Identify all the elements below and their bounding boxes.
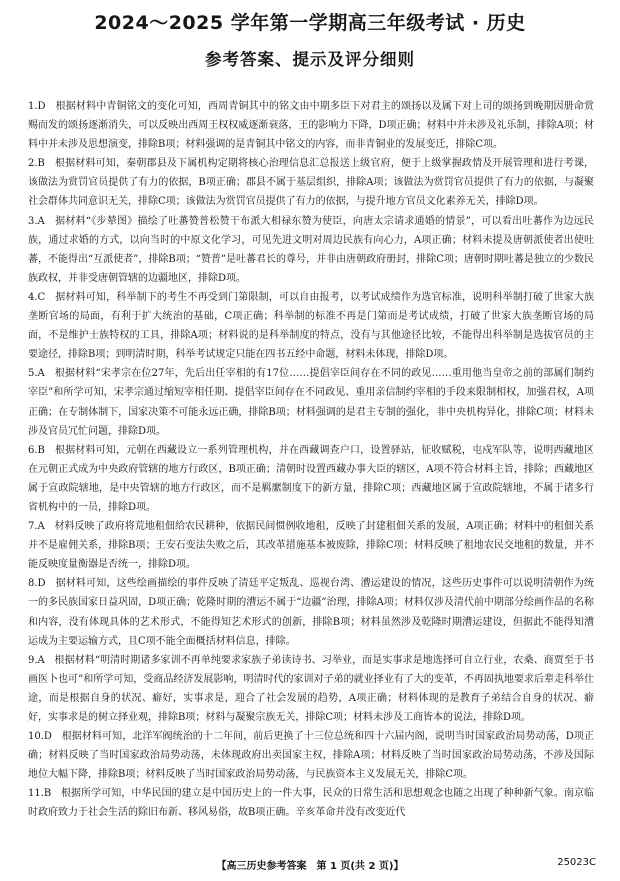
answer-text: 根据材料中青铜铭文的变化可知，西周青铜其中的铭文由中期多臣下对君主的颂扬以及属下对上司的颂扬到晚期因册命赏赐而发的颂扬逐渐消失，可以反映出西周王权权威逐渐衰落，王的影响力下降，D项正确；材料中并未涉及礼乐制，排除A项；材料中并未涉及思想演变，排除B项；材料强调的是青铜其中铭文的内容，而非青铜业的发展变迁，排除C项。 [28, 101, 594, 151]
answer-text: 材料反映了政府将荒地租佃给农民耕种，依据民间惯例收地租，反映了封建租佃关系的发展，A项正确；材料中的租佃关系并不是雇佣关系，排除B项；王安石变法失败之后，其改革措施基本被废除，排除C项；材料反映了租地农民交地租的数量，并不能反映度量衡器是否统一，排除D项。 [28, 521, 594, 571]
answer-number: 3.A [28, 215, 45, 227]
answer-number: 8.D [28, 578, 46, 590]
page-footer [0, 857, 620, 873]
answer-item [28, 212, 594, 288]
answer-item [28, 651, 594, 727]
answer-item [28, 364, 594, 440]
answer-number: 10.D [28, 731, 52, 743]
answer-item [28, 288, 594, 364]
answer-text: 据材料可知，科举制下的考生不再受到门第限制，可以自由报考，以考试成绩作为选官标准，说明科举制打破了世家大族垄断官场的局面，有利于扩大统治的基础，C项正确；科举制的标准不再是门第而是考试成绩，打破了世家大族垄断官场的局面，不是维护士族特权的工具，排除A项；材料说的是科举制度的特点，没有与其他途径比较，不能得出科举制是选拔官员的主要途径，排除B项；到明清时期，科举考试规定只能在四书五经中命题，材料未体现，排除D项。 [28, 291, 594, 361]
page-title: 2024～2025 学年第一学期高三年级考试 · 历史 [94, 12, 526, 34]
answer-text: 据材料“《步辇图》描绘了吐蕃赞普松赞干布派大相禄东赞为使臣，向唐太宗请求通婚的情景”，可以看出吐蕃作为边远民族，通过求婚的方式，以向当时的中原文化学习，可见先进文明对周边民族有向心力，A项正确；材料未提及唐朝派使者出使吐蕃，不能得出“互派使者”，排除B项；“赞普”是吐蕃君长的尊号，并非由唐朝政府册封，排除C项；唐朝时期吐蕃是独立的少数民族政权，并非受唐朝管辖的边疆地区，排除D项。 [28, 215, 594, 284]
answer-number: 7.A [28, 521, 45, 533]
answer-text: 根据材料“明清时期诸多家训不再单纯要求家族子弟读诗书、习举业，而是实事求是地选择可自立行业，农桑、商贾至于书画医卜也可”和所学可知，受商品经济发展影响，明清时代的家训对子弟的就业择业有了大的变革，不再固执地要求后辈走科举仕途，而是根据自身的状况、癖好，实事求是，迎合了社会发展的趋势，A项正确；材料体现的是教育子弟结合自身的状况、癖好，实事求是的树立择业观，排除B项；材料与凝聚宗族无关，排除C项；材料未涉及工商皆本的说法，排除D项。 [28, 654, 594, 723]
answer-item [28, 517, 594, 574]
footer-page-label: 【高三历史参考答案 第 1 页(共 2 页)】 [216, 861, 404, 872]
answer-item [28, 784, 594, 822]
answer-number: 5.A [28, 368, 45, 380]
answer-text: 根据材料可知，北洋军阀统治的十二年间，前后更换了十三位总统和四十六届内阁，说明当时国家政治局势动荡，D项正确；材料反映了当时国家政治局势动荡，未体现政府出卖国家主权，排除A项；材料反映了当时国家政治局势动荡，不涉及国际地位大幅下降，排除B项；材料反映了当时国家政治局势动荡，与民族资本主义发展无关，排除C项。 [28, 731, 594, 781]
answer-item [28, 97, 594, 154]
answer-number: 2.B [28, 158, 45, 170]
answer-number: 1.D [28, 101, 46, 112]
answer-number: 11.B [28, 788, 52, 800]
answer-text: 根据材料可知，秦朝郡县及下属机构定期将核心治理信息汇总报送上级官府，便于上级掌握政情及开展管理和进行考课，该做法为赏罚官员提供了有力的依据，B项正确；郡县不属于基层组织，排除A项；该做法为赏罚官员提供了有力的依据，与凝聚社会群体共同意识无关，排除C项；该做法为赏罚官员提供了有力的依据，与提升地方官员文化素养无关，排除D项。 [28, 158, 594, 208]
answer-text: 根据所学可知，中华民国的建立是中国历史上的一件大事，民众的日常生活和思想观念也随之出现了种种新气象。南京临时政府致力于社会生活的除旧布新、移风易俗，故B项正确。辛亥革命并没有改变近代 [28, 788, 594, 819]
answer-item [28, 727, 594, 784]
answer-text: 根据材料“宋孝宗在位27年，先后出任宰相的有17位……提倡宰臣间存在不同的政见……重用他当皇帝之前的部属们制约宰臣”和所学可知，宋孝宗通过缩短宰相任期、提倡宰臣间存在不同政见、重用亲信制约宰相的手段来限制相权，加强君权，A项正确；在专制体制下，国家决策不可能永远正确，排除B项；材料强调的是君主专制的强化，非中央机构异化，排除C项；材料未涉及官员冗忙问题，排除D项。 [28, 368, 594, 437]
answer-number: 6.B [28, 444, 45, 456]
footer-code: 25023C [557, 857, 596, 868]
answer-number: 4.C [28, 291, 46, 303]
answer-list [28, 97, 594, 823]
answer-item [28, 154, 594, 211]
page-subtitle: 参考答案、提示及评分细则 [205, 50, 415, 69]
answer-item [28, 441, 594, 517]
answer-text: 据材料可知，这些绘画描绘的事件反映了清廷平定叛乱、巡视台湾、漕运建设的情况，这些历史事件可以说明清朝作为统一的多民族国家日益巩固，D项正确；乾隆时期的漕运不属于“边疆”治理，排除A项；材料仅涉及清代前中期部分绘画作品的名称和内容，没有体现具体的艺术形式，不能得知艺术形式的创新，排除B项；材料虽然涉及乾隆时期漕运建设，但据此不能得知漕运成为主要运输方式，且C项不能全面概括材料信息，排除。 [28, 578, 594, 647]
answer-text: 根据材料可知，元朝在西藏设立一系列管理机构，并在西藏调查户口，设置驿站，征收赋税，屯戍军队等，说明西藏地区在元朝正式成为中央政府管辖的地方行政区，B项正确；清朝时设置西藏办事大臣的辖区，A项不符合材料主旨，排除；西藏地区属于宣政院辖地，是中央管辖的地方行政区，而不是羁縻制度下的新方量，排除C项；西藏地区属于宣政院辖地，不属于诸多行省机构中的一员，排除D项。 [28, 444, 594, 513]
answer-number: 9.A [28, 654, 45, 666]
answer-item [28, 574, 594, 650]
